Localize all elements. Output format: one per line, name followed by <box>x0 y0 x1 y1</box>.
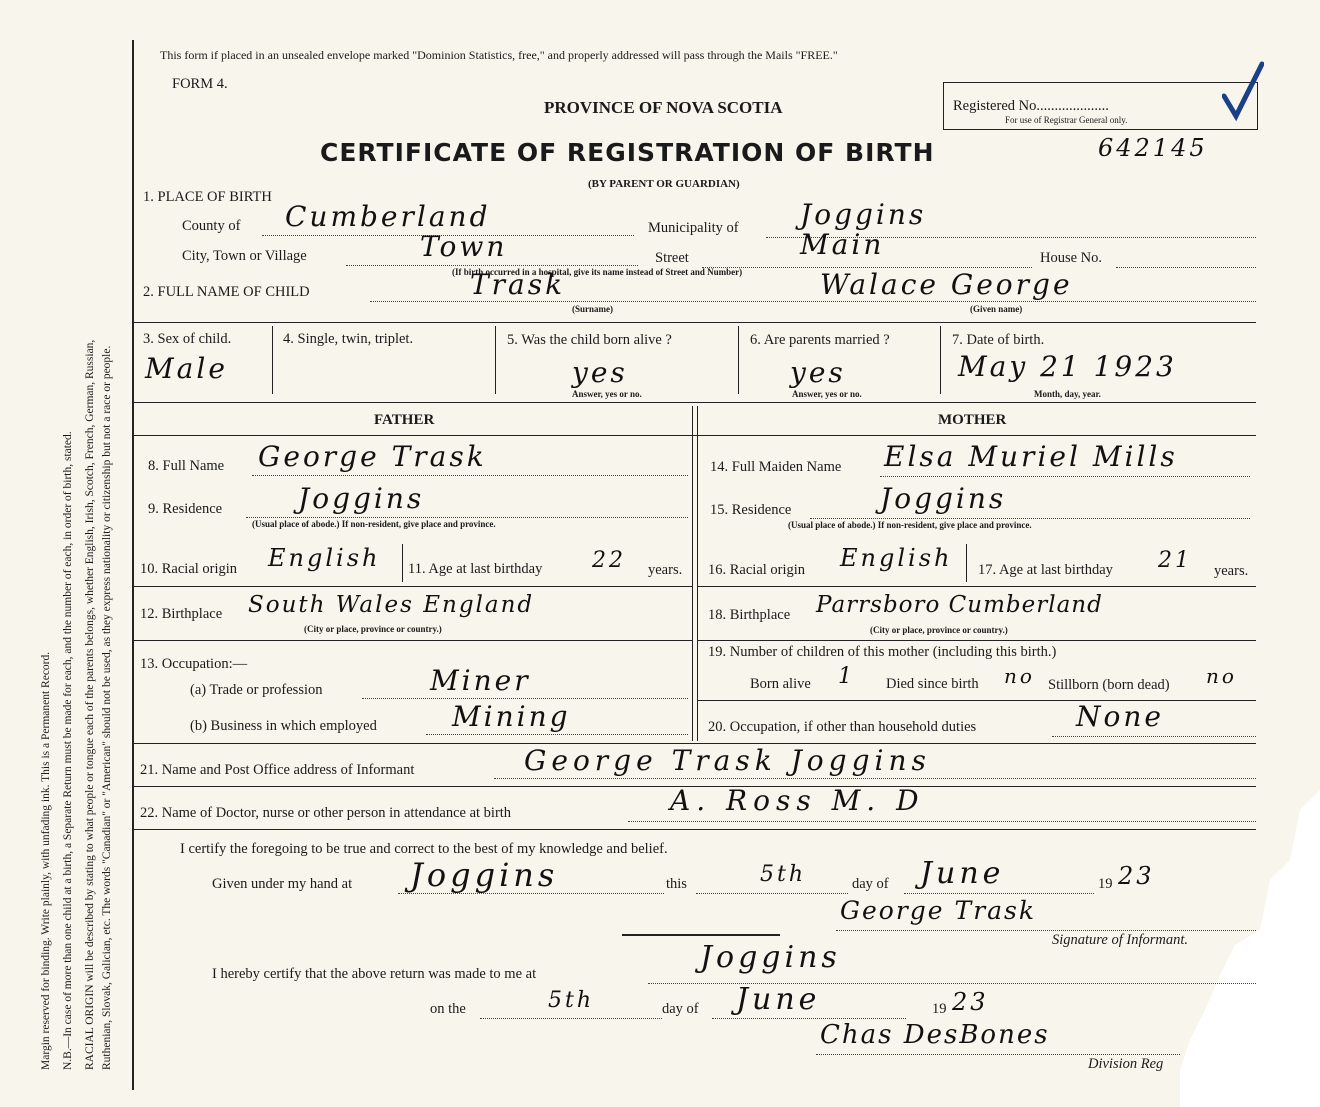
attendant-label: 22. Name of Doctor, nurse or other person in attendance at birth <box>140 805 512 821</box>
born-alive-count-label: Born alive <box>750 676 811 692</box>
mother-birthplace-caption: (City or place, province or country.) <box>870 625 1008 635</box>
father-name-label: 8. Full Name <box>148 458 225 474</box>
date-of-birth-value: May 21 1923 <box>958 350 1177 383</box>
on-the-label: on the <box>430 1001 466 1017</box>
parents-married-caption: Answer, yes or no. <box>792 389 862 399</box>
surname-caption: (Surname) <box>572 304 613 314</box>
mother-age-label: 17. Age at last birthday <box>978 562 1113 578</box>
given-day-value: 5th <box>760 862 807 887</box>
father-racial-value: English <box>268 544 381 572</box>
father-name-value: George Trask <box>258 440 487 473</box>
born-alive-count-value: 1 <box>838 664 855 689</box>
mother-racial-value: English <box>840 544 953 572</box>
certificate-title: CERTIFICATE OF REGISTRATION OF BIRTH <box>320 138 935 167</box>
occupation-label: 13. Occupation:— <box>140 656 248 672</box>
informant-label: 21. Name and Post Office address of Informant <box>140 762 415 778</box>
return-year-prefix: 19 <box>932 1001 947 1017</box>
registered-note: For use of Registrar General only. <box>1005 115 1128 125</box>
city-value: Town <box>420 230 508 263</box>
born-alive-label: 5. Was the child born alive ? <box>507 332 672 348</box>
margin-note-2: N.B.—In case of more than one child at a birth, a Separate Return must be made for each, and the number of each, in order of birth, stated. <box>62 431 74 1070</box>
mother-name-label: 14. Full Maiden Name <box>710 459 842 475</box>
father-residence-caption: (Usual place of abode.) If non-resident, give place and province. <box>252 519 496 529</box>
father-birthplace-caption: (City or place, province or country.) <box>304 624 442 634</box>
mother-age-value: 21 <box>1158 548 1192 573</box>
surname-value: Trask <box>470 268 566 301</box>
mother-occupation-label: 20. Occupation, if other than household duties <box>708 719 977 735</box>
return-made-label: I hereby certify that the above return was made to me at <box>212 966 537 982</box>
father-heading: FATHER <box>374 412 435 428</box>
place-of-birth-label: 1. PLACE OF BIRTH <box>143 189 272 205</box>
plurality-label: 4. Single, twin, triplet. <box>283 331 414 347</box>
trade-value: Miner <box>430 664 531 697</box>
return-day-of-label: day of <box>662 1001 699 1017</box>
margin-note-4: Ruthenian, Slovak, Galician, etc. The words "Canadian" or "American" should not be used, as they express nationality or citizenship but not a race or people. <box>101 345 113 1070</box>
attendant-value: A. Ross M. D <box>670 784 925 817</box>
province-title: PROVINCE OF NOVA SCOTIA <box>544 98 783 117</box>
street-value: Main <box>800 228 885 261</box>
given-place-value: Joggins <box>410 856 559 894</box>
business-label: (b) Business in which employed <box>190 718 377 734</box>
father-birthplace-value: South Wales England <box>248 592 535 618</box>
stillborn-label: Stillborn (born dead) <box>1048 677 1170 693</box>
parents-married-label: 6. Are parents married ? <box>750 332 890 348</box>
informant-value: George Trask Joggins <box>524 744 931 777</box>
mother-birthplace-label: 18. Birthplace <box>708 607 791 623</box>
born-alive-caption: Answer, yes or no. <box>572 389 642 399</box>
father-residence-label: 9. Residence <box>148 501 223 517</box>
full-name-label: 2. FULL NAME OF CHILD <box>143 284 310 300</box>
margin-note-3: RACIAL ORIGIN will be described by stating to what people or tongue each of the parents belongs, whether English, Irish, Scotch, French, German, Russian, <box>84 339 96 1070</box>
mother-birthplace-value: Parrsboro Cumberland <box>816 592 1103 618</box>
date-of-birth-label: 7. Date of birth. <box>952 332 1045 348</box>
registrar-signature: Chas DesBones <box>820 1020 1050 1050</box>
father-residence-value: Joggins <box>298 482 425 515</box>
given-month-value: June <box>920 856 1005 891</box>
certificate-number: 642145 <box>1098 134 1208 162</box>
city-label: City, Town or Village <box>182 248 307 264</box>
check-mark-icon <box>1222 60 1264 122</box>
certificate-subtitle: (BY PARENT OR GUARDIAN) <box>588 178 740 190</box>
mother-age-unit: years. <box>1214 563 1249 579</box>
this-label: this <box>666 876 687 892</box>
left-border <box>132 40 134 1090</box>
father-racial-label: 10. Racial origin <box>140 561 238 577</box>
county-label: County of <box>182 218 241 234</box>
municipality-value: Joggins <box>800 198 927 231</box>
stillborn-value: no <box>1206 664 1237 688</box>
day-of-label: day of <box>852 876 889 892</box>
county-value: Cumberland <box>285 200 491 233</box>
mother-heading: MOTHER <box>938 412 1007 428</box>
father-age-label: 11. Age at last birthday <box>408 561 543 577</box>
given-year-value: 23 <box>1118 862 1155 890</box>
died-since-label: Died since birth <box>886 676 979 692</box>
given-name-value: Walace George <box>820 268 1073 301</box>
trade-label: (a) Trade or profession <box>190 682 323 698</box>
year-prefix: 19 <box>1098 876 1113 892</box>
children-count-label: 19. Number of children of this mother (including this birth.) <box>708 644 1057 660</box>
father-age-unit: years. <box>648 562 683 578</box>
informant-signature: George Trask <box>840 896 1037 925</box>
father-birthplace-label: 12. Birthplace <box>140 606 223 622</box>
born-alive-value: yes <box>572 356 628 389</box>
municipality-label: Municipality of <box>648 220 739 236</box>
return-place-value: Joggins <box>700 940 841 975</box>
certify-text: I certify the foregoing to be true and correct to the best of my knowledge and belief. <box>180 841 668 857</box>
died-since-value: no <box>1004 664 1035 688</box>
mother-occupation-value: None <box>1076 700 1164 733</box>
mother-residence-value: Joggins <box>880 482 1007 515</box>
division-registrar-caption: Division Reg <box>1088 1056 1164 1072</box>
form-number: FORM 4. <box>172 76 228 92</box>
father-age-value: 22 <box>592 548 626 573</box>
informant-signature-caption: Signature of Informant. <box>1052 932 1189 948</box>
business-value: Mining <box>452 700 571 733</box>
registered-label: Registered No.................... <box>953 98 1109 114</box>
return-day-value: 5th <box>548 988 595 1013</box>
mother-residence-caption: (Usual place of abode.) If non-resident, give place and province. <box>788 520 1032 530</box>
sex-value: Male <box>145 352 228 385</box>
mother-name-value: Elsa Muriel Mills <box>884 440 1178 473</box>
parents-married-value: yes <box>790 356 846 389</box>
return-year-value: 23 <box>952 988 989 1016</box>
mother-residence-label: 15. Residence <box>710 502 792 518</box>
sex-label: 3. Sex of child. <box>143 331 232 347</box>
house-no-label: House No. <box>1040 250 1103 266</box>
margin-note-1: Margin reserved for binding. Write plainly, with unfading ink. This is a Permanent Record. <box>40 651 52 1070</box>
given-under-label: Given under my hand at <box>212 876 353 892</box>
return-month-value: June <box>736 982 821 1017</box>
date-of-birth-caption: Month, day, year. <box>1034 389 1101 399</box>
given-name-caption: (Given name) <box>970 304 1023 314</box>
mother-racial-label: 16. Racial origin <box>708 562 806 578</box>
hospital-note: (If birth occurred in a hospital, give its name instead of Street and Number) <box>452 267 743 277</box>
mail-notice: This form if placed in an unsealed envelope marked "Dominion Statistics, free," and properly addressed will pass through the Mails "FREE." <box>160 48 838 62</box>
street-label: Street <box>655 250 689 266</box>
